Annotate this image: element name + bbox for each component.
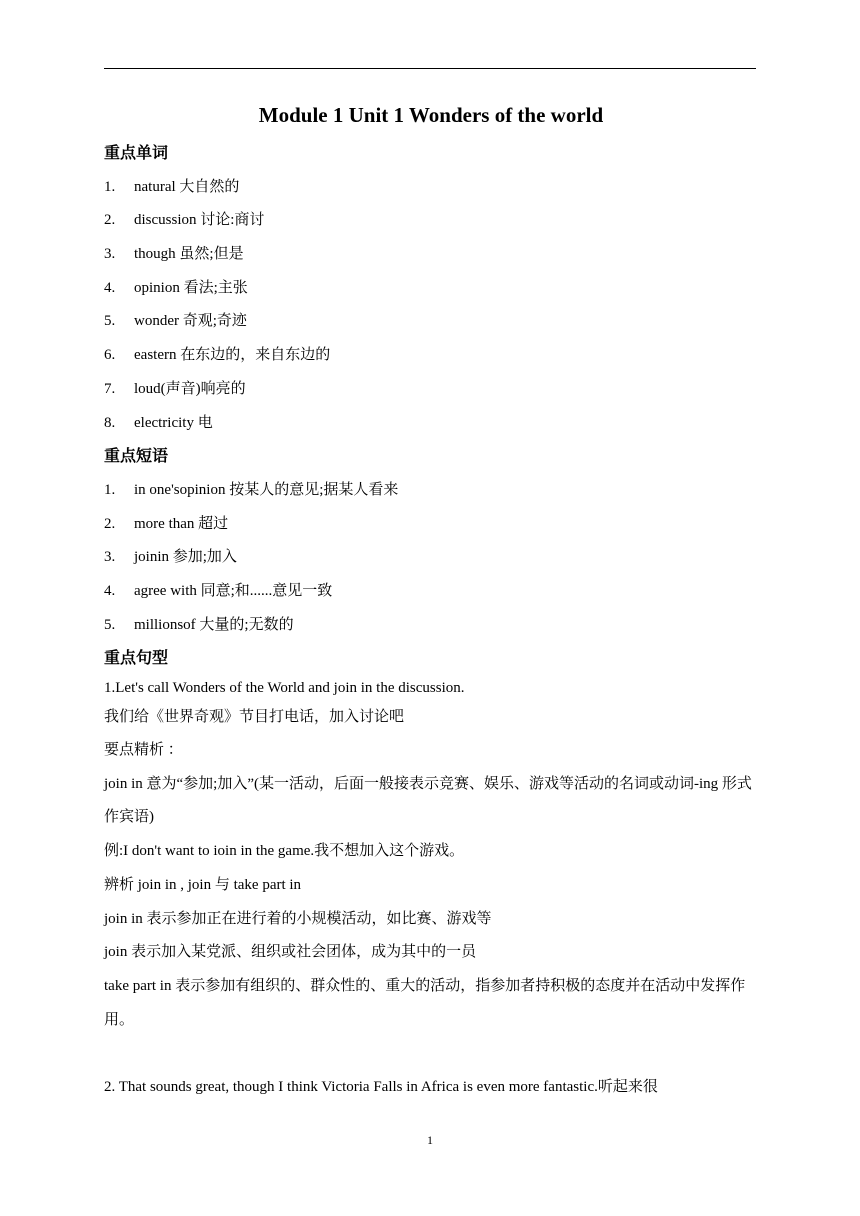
- item-number: 5.: [104, 616, 116, 633]
- list-item: [104, 373, 758, 407]
- list-item: [104, 171, 758, 205]
- vocabulary-list: [104, 171, 758, 441]
- page-number: 1: [427, 1133, 433, 1147]
- document-page: [104, 98, 758, 1105]
- item-number: 4.: [104, 279, 116, 296]
- phrases-heading: 重点短语: [104, 448, 169, 466]
- key-points-label: 要点精析 ：: [104, 742, 183, 759]
- item-number: 7.: [104, 380, 116, 397]
- item-number: 8.: [104, 414, 116, 431]
- join-in-explanation: join in 意为“参加;加入”(某一活动，后面一般接表示竞赛、娱乐、游戏等活动的名词或动词-ing 形式作宾语): [104, 775, 752, 826]
- item-text: loud(声音)响亮的: [134, 380, 246, 397]
- sentences-heading: 重点句型: [104, 650, 169, 668]
- take-part-in-definition: take part in 表示参加有组织的、群众性的、重大的活动，指参加者持积极的态度并在活动中发挥作用。: [104, 977, 746, 1028]
- blank-line: [104, 1037, 758, 1071]
- list-item: [104, 609, 758, 643]
- item-number: 2.: [104, 212, 116, 229]
- compare-heading: 辨析 join in , join 与 take part in: [104, 876, 302, 893]
- sentence-1-chinese: 我们给《世界奇观》节目打电话，加入讨论吧: [104, 709, 405, 726]
- item-number: 5.: [104, 313, 116, 330]
- item-number: 3.: [104, 549, 116, 566]
- item-text: joinin 参加;加入: [134, 549, 237, 566]
- item-number: 1.: [104, 178, 116, 195]
- item-text: wonder 奇观;奇迹: [134, 313, 247, 330]
- item-text: more than 超过: [134, 515, 229, 532]
- item-text: though 虽然;但是: [134, 246, 244, 263]
- item-text: in one'sopinion 按某人的意见;据某人看来: [134, 481, 399, 498]
- join-in-definition: join in 表示参加正在进行着的小规模活动，如比赛、游戏等: [104, 910, 492, 927]
- list-item: [104, 204, 758, 238]
- list-item: [104, 541, 758, 575]
- join-definition: join 表示加入某党派、组织或社会团体，成为其中的一员: [104, 944, 477, 961]
- item-number: 2.: [104, 515, 116, 532]
- item-text: natural 大自然的: [134, 178, 240, 195]
- item-text: eastern 在东边的，来自东边的: [134, 347, 331, 364]
- list-item: [104, 508, 758, 542]
- list-item: [104, 474, 758, 508]
- sentence-2: 2. That sounds great, though I think Victoria Falls in Africa is even more fantastic.听起来很: [104, 1079, 658, 1096]
- list-item: [104, 339, 758, 373]
- item-text: opinion 看法;主张: [134, 279, 248, 296]
- list-item: [104, 305, 758, 339]
- list-item: [104, 407, 758, 441]
- list-item: [104, 238, 758, 272]
- item-text: electricity 电: [134, 414, 213, 431]
- item-text: agree with 同意;和......意见一致: [134, 582, 333, 599]
- sentence-1-english: 1.Let's call Wonders of the World and join in the discussion.: [104, 680, 465, 697]
- vocabulary-heading: 重点单词: [104, 145, 169, 162]
- list-item: [104, 575, 758, 609]
- item-number: 1.: [104, 481, 116, 498]
- item-number: 4.: [104, 582, 116, 599]
- item-text: millionsof 大量的;无数的: [134, 616, 294, 633]
- item-number: 3.: [104, 246, 116, 263]
- item-text: discussion 讨论:商讨: [134, 212, 265, 229]
- document-title: Module 1 Unit 1 Wonders of the world: [258, 103, 604, 127]
- example-sentence: 例:I don't want to ioin in the game.我不想加入这个游戏。: [104, 843, 465, 860]
- phrases-list: [104, 474, 758, 642]
- list-item: [104, 272, 758, 306]
- item-number: 6.: [104, 347, 116, 364]
- header-rule: [104, 68, 756, 69]
